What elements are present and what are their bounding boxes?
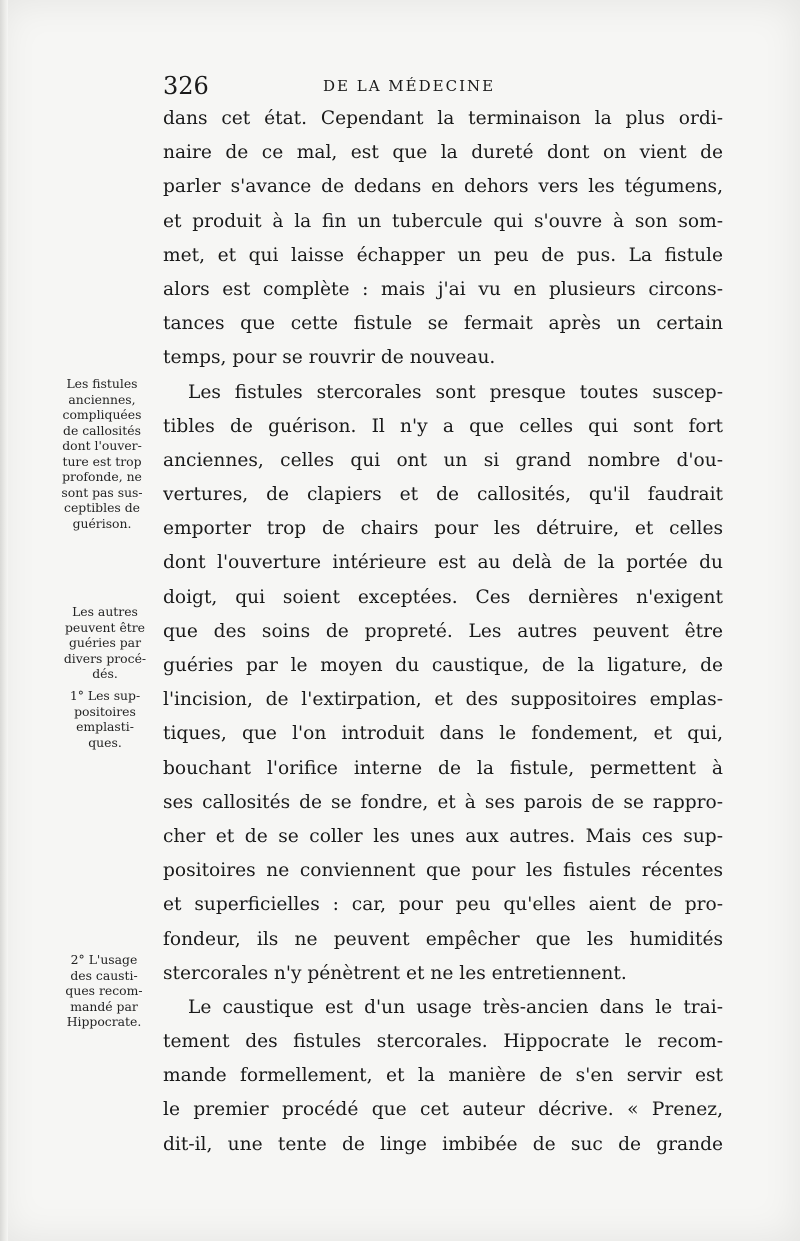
margin-note-line: Les fistules (66, 376, 138, 391)
running-head: DE LA MÉDECINE (323, 77, 496, 95)
text-line: guéries par le moyen du caustique, de la ligature, de (163, 655, 723, 676)
margin-note-line: de callosités (63, 422, 141, 438)
text-line: parler s'avance de dedans en dehors vers les tégumens, (163, 176, 723, 198)
body-text (163, 102, 723, 1162)
text-line: ses callosités de se fondre, et à ses parois de se rappro- (163, 791, 723, 813)
margin-note-line: peuvent être (64, 619, 146, 635)
text-line: temps, pour se rouvrir de nouveau. (163, 347, 496, 369)
text-line: bouchant l'orifice interne de la fistule, permettent à (163, 757, 723, 779)
margin-note-line: anciennes, (68, 391, 136, 407)
margin-note-line: Les autres (72, 604, 138, 619)
margin-note-line: des causti- (70, 967, 138, 983)
margin-note-other-procedures (56, 604, 154, 682)
text-line: dont l'ouverture intérieure est au delà de la portée du (163, 552, 723, 574)
margin-note-line: ques recom- (65, 983, 143, 998)
text-line: stercorales n'y pénètrent et ne les entretiennent. (163, 962, 627, 984)
text-line: tiques, que l'on introduit dans le fondement, et qui, (163, 723, 723, 745)
margin-note-line: emplasti- (76, 719, 134, 734)
text-line: et superficielles : car, pour peu qu'elles aient de pro- (163, 894, 723, 916)
text-line: et produit à la fin un tubercule qui s'ouvre à son som- (163, 210, 723, 232)
margin-note-line: ceptibles de (64, 500, 140, 515)
margin-note-suppositories (56, 688, 154, 750)
margin-note-old-fistulas (50, 376, 154, 531)
page-header (163, 70, 723, 102)
text-line: emporter trop de chairs pour les détruire, et celles (163, 518, 723, 540)
text-line: naire de ce mal, est que la dureté dont on vient de (163, 142, 723, 164)
text-line: doigt, qui soient exceptées. Ces dernières n'exigent (163, 586, 723, 608)
text-line: dans cet état. Cependant la terminaison la plus ordi- (163, 108, 723, 129)
text-line: fondeur, ils ne peuvent empêcher que les humidités (163, 928, 723, 950)
margin-note-line: dont l'ouver- (62, 438, 142, 453)
text-line: alors est complète : mais j'ai vu en plusieurs circons- (163, 278, 723, 300)
margin-note-line: ture est trop (62, 453, 142, 469)
text-line: l'incision, de l'extirpation, et des suppositoires emplas- (163, 689, 723, 711)
text-line: tement des fistules stercorales. Hippocrate le recom- (163, 1031, 723, 1053)
margin-note-line: positoires (74, 703, 136, 719)
margin-note-line: guéries par (68, 635, 141, 650)
margin-note-line: divers procé- (63, 650, 147, 666)
margin-note-line: guérison. (72, 515, 132, 531)
margin-note-line: profonde, ne (62, 469, 142, 484)
margin-note-line: dés. (92, 666, 118, 681)
text-line: mande formellement, et la manière de s'en servir est (163, 1065, 723, 1087)
text-line: que des soins de propreté. Les autres peuvent être (163, 620, 723, 642)
text-line: anciennes, celles qui ont un si grand nombre d'ou- (163, 449, 723, 471)
text-line: positoires ne conviennent que pour les fistules récentes (163, 860, 723, 882)
text-line: Les fistules stercorales sont presque toutes suscep- (188, 381, 723, 403)
text-line: cher et de se coller les unes aux autres. Mais ces sup- (163, 825, 723, 847)
text-line: dit-il, une tente de linge imbibée de suc de grande (163, 1133, 723, 1155)
margin-note-line: 2° L'usage (70, 952, 138, 967)
text-line: Le caustique est d'un usage très-ancien dans le trai- (188, 996, 723, 1018)
text-line: tances que cette fistule se fermait après un certain (163, 313, 723, 335)
margin-note-caustics (54, 952, 154, 1030)
margin-note-line: 1° Les sup- (69, 688, 141, 703)
margin-note-line: ques. (88, 734, 122, 750)
text-line: vertures, de clapiers et de callosités, qu'il faudrait (163, 484, 723, 506)
page-gutter-shadow (0, 0, 8, 1241)
text-line: le premier procédé que cet auteur décrive. « Prenez, (163, 1099, 723, 1121)
margin-note-line: Hippocrate. (66, 1014, 142, 1029)
text-line: tibles de guérison. Il n'y a que celles qui sont fort (163, 415, 723, 437)
text-line: met, et qui laisse échapper un peu de pus. La fistule (163, 244, 723, 266)
margin-note-line: mandé par (70, 998, 138, 1014)
margin-note-line: sont pas sus- (61, 484, 143, 500)
page-number: 326 (163, 72, 209, 100)
margin-note-line: compliquées (62, 407, 142, 422)
